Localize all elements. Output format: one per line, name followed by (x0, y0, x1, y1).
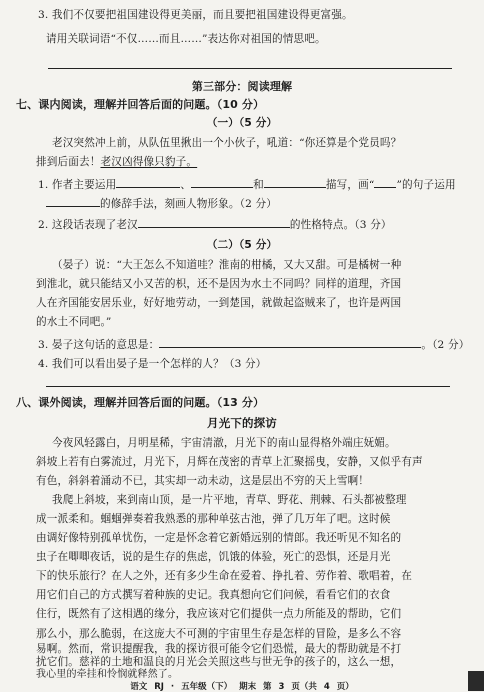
story-line: 虫子在唧唧夜话，说的是生存的焦虑，饥饿的体验，死亡的恐惧，还是月光 (36, 551, 391, 563)
answer-line[interactable] (46, 386, 450, 387)
blank[interactable] (191, 177, 253, 188)
passage-two-text: 的水土不同吧。” (36, 316, 112, 328)
blank[interactable] (374, 177, 396, 188)
scan-shadow (468, 671, 484, 691)
passage-two-text: 人在齐国能安居乐业，好好地劳动，一到楚国，就做起盗贼来了，也许是两国 (36, 297, 402, 309)
question-four: 4. 我们可以看出晏子是一个怎样的人？（3 分） (38, 358, 267, 370)
question-text: 的性格特点。（3 分） (289, 219, 392, 231)
passage-two-text: 到淮北，就只能结又小又苦的枳，还不是因为水土不同吗？同样的道理，齐国 (36, 278, 402, 290)
footer-subject: 语文 RJ · 五年级（下） (130, 682, 233, 692)
q3-instruction: 请用关联词语“不仅……而且……”表达你对祖国的情思吧。 (46, 33, 326, 45)
blank[interactable] (46, 196, 100, 207)
question-text: 1. 作者主要运用 (38, 179, 117, 191)
question-text: 2. 这段话表现了老汉 (38, 219, 138, 231)
question-three (38, 337, 469, 352)
story-line: 易啊。然而，常识提醒我，我的探访很可能令它们恐慌，最大的帮助就是不打 (36, 643, 402, 655)
blank[interactable] (159, 337, 421, 348)
passage-two-heading: （二）（5 分） (206, 239, 278, 251)
answer-line[interactable] (48, 68, 452, 69)
footer-page: 第 3 页（共 4 页） (263, 682, 354, 692)
story-line: 斜坡上若有白雾流过，月光下，月辉在茂密的青草上汇聚摇曳，安静，又似乎有声 (36, 456, 423, 468)
story-line: 用它们自己的方式撰写着种族的史记。我真想向它们问候，看看它们的衣食 (36, 589, 391, 601)
blank[interactable] (138, 217, 290, 228)
question-text: 、 (180, 179, 192, 191)
q3-sentence: 3. 我们不仅要把祖国建设得更美丽，而且要把祖国建设得更富强。 (38, 9, 353, 21)
question-one (38, 177, 456, 192)
section-eight-title: 八、课外阅读，理解并回答后面的问题。（13 分） (16, 396, 265, 409)
passage-one-text: 排到后面去！ (36, 156, 101, 168)
story-line: 今夜风轻露白，月明星稀，宇宙清澈，月光下的南山显得格外端庄妩媚。 (52, 437, 396, 449)
passage-one-heading: （一）（5 分） (206, 117, 278, 129)
question-text: 的修辞手法，刻画人物形象。（2 分） (100, 198, 278, 210)
question-two (38, 217, 392, 232)
question-text: 和 (253, 179, 264, 191)
blank[interactable] (116, 177, 180, 188)
blank[interactable] (264, 177, 326, 188)
question-one-cont (46, 196, 277, 211)
story-line: 下的快乐旅行？在人之外，还有多少生命在爱着、挣扎着、劳作着、歌唱着，在 (36, 570, 413, 582)
question-text: 描写，画“ (325, 179, 375, 191)
story-line: 我心里的牵挂和怜悯就释然了。 (36, 669, 179, 680)
passage-one-text (36, 155, 197, 169)
question-text: 。（2 分） (421, 339, 470, 351)
story-line: 由调好像特别孤单忧伤，一定是怀念着它新婚远别的情郎。我还听见不知名的 (36, 532, 402, 544)
story-title: 月光下的探访 (207, 416, 277, 430)
question-text: 3. 晏子这句话的意思是： (38, 339, 160, 351)
passage-two-text: （晏子）说：“大王怎么不知道哇？淮南的柑橘，又大又甜。可是橘树一种 (52, 259, 402, 271)
underlined-sentence: 老汉凶得像只豹子。 (100, 156, 198, 168)
passage-one-text: 老汉突然冲上前，从队伍里揪出一个小伙子，吼道：“你还算是个党员吗？ (52, 137, 402, 149)
story-line: 成一派柔和。蝈蝈弹奏着我熟悉的那种单弦古池，弹了几万年了吧。这时候 (36, 513, 391, 525)
story-line: 扰它们。慈祥的土地和温良的月光会关照这些与世无争的孩子的，这么一想， (36, 656, 402, 668)
footer-exam: 期末 (239, 682, 257, 692)
story-line: 我爬上斜坡，来到南山顶，是一片平地，青草、野花、荆棘、石头都被整理 (52, 494, 407, 506)
story-line: 住行，既然有了这相遇的缘分，我应该对它们提供一点力所能及的帮助，它们 (36, 608, 402, 620)
question-text: ”的句子运用 (396, 179, 456, 191)
story-line: 那么小，那么脆弱，在这庞大不可测的宇宙里生存是怎样的冒险，是多么不容 (36, 628, 402, 640)
story-line: 有色，斜斜着涌动不已，其实却一动未动，这是层出不穷的天上雪啊！ (36, 475, 370, 487)
section-seven-title: 七、课内阅读，理解并回答后面的问题。（10 分） (16, 98, 265, 111)
part-title: 第三部分：阅读理解 (191, 80, 293, 93)
